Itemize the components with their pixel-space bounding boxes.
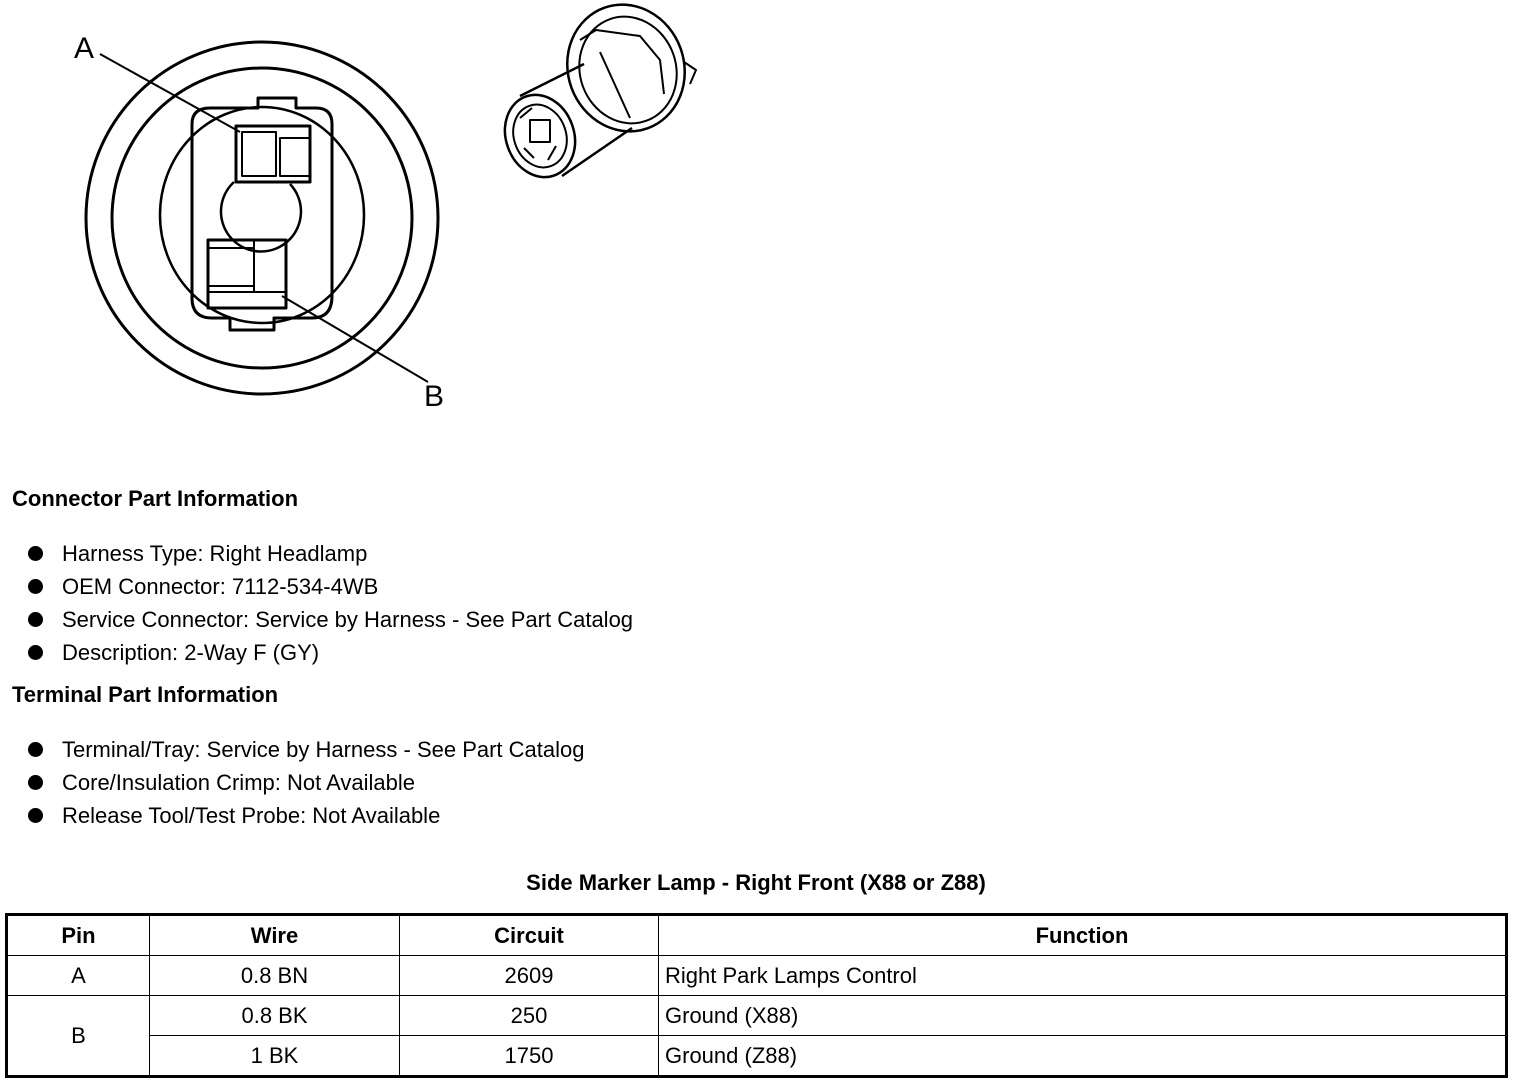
list-item: Harness Type: Right Headlamp xyxy=(26,537,633,570)
cell-function: Ground (X88) xyxy=(659,996,1507,1036)
header-function: Function xyxy=(659,915,1507,956)
bullet-icon xyxy=(28,579,43,594)
bullet-icon xyxy=(28,808,43,823)
bullet-icon xyxy=(28,775,43,790)
pin-table xyxy=(5,913,1508,1078)
cell-circuit: 2609 xyxy=(400,956,659,996)
table-row xyxy=(7,956,1507,996)
connector-diagram xyxy=(0,0,720,430)
cell-wire: 0.8 BK xyxy=(150,996,400,1036)
list-item: Service Connector: Service by Harness - See Part Catalog xyxy=(26,603,633,636)
connector-face-icon xyxy=(86,42,438,394)
terminal-info-list xyxy=(26,733,585,832)
bullet-icon xyxy=(28,546,43,561)
bulb-socket-icon xyxy=(494,0,703,187)
table-row xyxy=(7,996,1507,1036)
table-title: Side Marker Lamp - Right Front (X88 or Z88) xyxy=(526,870,986,895)
table-row xyxy=(7,1036,1507,1077)
bullet-icon xyxy=(28,645,43,660)
header-pin: Pin xyxy=(7,915,150,956)
header-wire: Wire xyxy=(150,915,400,956)
terminal-info-heading: Terminal Part Information xyxy=(12,682,279,707)
list-item: OEM Connector: 7112-534-4WB xyxy=(26,570,633,603)
cell-circuit: 250 xyxy=(400,996,659,1036)
label-a: A xyxy=(74,32,95,65)
list-item: Core/Insulation Crimp: Not Available xyxy=(26,766,585,799)
cell-wire: 0.8 BN xyxy=(150,956,400,996)
table-header-row xyxy=(7,915,1507,956)
connector-info-list xyxy=(26,537,633,669)
connector-info-heading: Connector Part Information xyxy=(12,486,299,511)
header-circuit: Circuit xyxy=(400,915,659,956)
cell-function: Ground (Z88) xyxy=(659,1036,1507,1077)
list-item: Release Tool/Test Probe: Not Available xyxy=(26,799,585,832)
bullet-icon xyxy=(28,742,43,757)
cell-function: Right Park Lamps Control xyxy=(659,956,1507,996)
list-item: Terminal/Tray: Service by Harness - See Part Catalog xyxy=(26,733,585,766)
label-b: B xyxy=(424,380,445,413)
cell-circuit: 1750 xyxy=(400,1036,659,1077)
cell-wire: 1 BK xyxy=(150,1036,400,1077)
cell-pin: A xyxy=(7,956,150,996)
bullet-icon xyxy=(28,612,43,627)
cell-pin: B xyxy=(7,996,150,1077)
list-item: Description: 2-Way F (GY) xyxy=(26,636,633,669)
